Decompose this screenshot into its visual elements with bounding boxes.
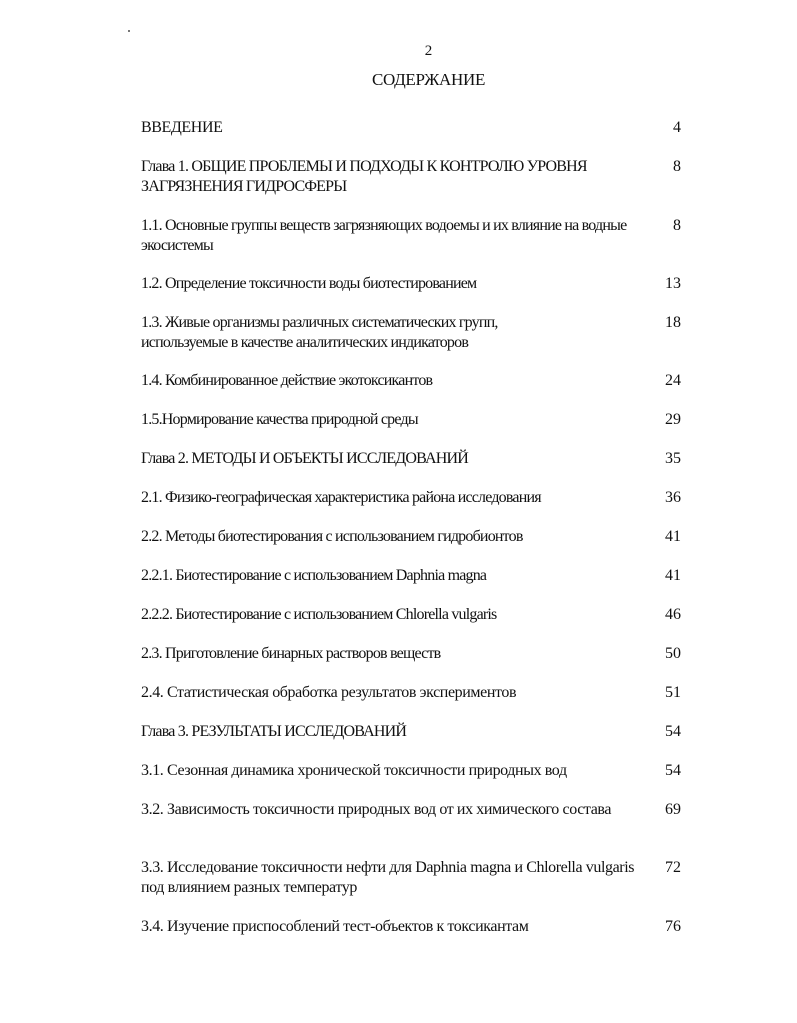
toc-entry-page: 51: [665, 684, 681, 701]
scan-speck: [128, 30, 130, 32]
toc-entry-title: 1.2. Определение токсичности воды биотестированием: [141, 275, 477, 292]
page-title: СОДЕРЖАНИЕ: [371, 70, 486, 89]
toc-entry-3-4: [141, 917, 681, 937]
toc-entry-page: 41: [665, 567, 681, 584]
toc-entry-2-2: [141, 527, 681, 547]
toc-entry-page: 8: [673, 217, 681, 234]
toc-entry-chapter-2: [141, 449, 681, 469]
toc-entry-title: 2.3. Приготовление бинарных растворов веществ: [141, 645, 441, 662]
toc-entry-title: 3.1. Сезонная динамика хронической токсичности природных вод: [141, 762, 567, 779]
toc-entry-title: 1.5.Нормирование качества природной среды: [141, 411, 418, 428]
toc-entry-title: 1.1. Основные группы веществ загрязняющих водоемы и их влияние на водные экосистемы: [141, 217, 627, 254]
toc-entry-1-2: [141, 274, 681, 294]
toc-entry-page: 35: [665, 450, 681, 467]
toc-entry-page: 13: [665, 275, 681, 292]
toc-entry-title: 2.2. Методы биотестирования с использованием гидробионтов: [141, 528, 523, 545]
toc-entry-title: 3.4. Изучение приспособлений тест-объектов к токсикантам: [141, 918, 529, 935]
toc-entry-2-4: [141, 683, 681, 703]
toc-entry-title: 3.3. Исследование токсичности нефти для Daphnia magna и Chlorella vulgaris под влиянием разных температур: [141, 859, 635, 896]
toc-entry-2-2-2: [141, 605, 681, 625]
toc-entry-3-1: [141, 761, 681, 781]
toc-entry-2-3: [141, 644, 681, 664]
toc-entry-title: 3.2. Зависимость токсичности природных вод от их химического состава: [141, 801, 612, 818]
toc-entry-3-3: [141, 858, 681, 898]
toc-entry-1-1: [141, 216, 681, 256]
toc-entry-page: 46: [665, 606, 681, 623]
toc-entry-page: 36: [665, 489, 681, 506]
toc-entry-chapter-3: [141, 722, 681, 742]
toc-entry-introduction: [141, 118, 681, 138]
toc-entry-page: 29: [665, 411, 681, 428]
toc-entry-title: 1.4. Комбинированное действие экотоксикантов: [141, 372, 433, 389]
toc-entry-page: 41: [665, 528, 681, 545]
toc-entry-page: 4: [673, 119, 681, 136]
toc-entry-2-2-1: [141, 566, 681, 586]
toc-entry-title: 2.1. Физико-географическая характеристика района исследования: [141, 489, 541, 506]
page-number: 2: [424, 43, 433, 59]
toc-entry-1-5: [141, 410, 681, 430]
toc-entry-page: 72: [665, 859, 681, 876]
toc-entry-page: 50: [665, 645, 681, 662]
toc-entry-title: ВВЕДЕНИЕ: [141, 119, 223, 136]
toc-entry-title: Глава 2. МЕТОДЫ И ОБЪЕКТЫ ИССЛЕДОВАНИЙ: [141, 450, 468, 467]
toc-entry-title: 2.2.2. Биотестирование с использованием Chlorella vulgaris: [141, 606, 497, 623]
toc-entry-page: 54: [665, 723, 681, 740]
toc-entry-page: 76: [665, 918, 681, 935]
toc-entry-title: 1.3. Живые организмы различных систематических групп, используемые в качестве аналитических индикаторов: [141, 314, 498, 351]
toc-entry-page: 8: [673, 158, 681, 175]
toc-entry-page: 24: [665, 372, 681, 389]
toc-entry-title: 2.2.1. Биотестирование с использованием Daphnia magna: [141, 567, 487, 584]
toc-entry-2-1: [141, 488, 681, 508]
toc-entry-title: 2.4. Статистическая обработка результатов экспериментов: [141, 684, 517, 701]
toc-entry-1-4: [141, 371, 681, 391]
toc-entry-3-2: [141, 800, 681, 820]
toc-entry-1-3: [141, 313, 681, 353]
toc-entry-chapter-1: [141, 157, 681, 197]
toc-entry-title: Глава 3. РЕЗУЛЬТАТЫ ИССЛЕДОВАНИЙ: [141, 723, 407, 740]
toc-entry-title: Глава 1. ОБЩИЕ ПРОБЛЕМЫ И ПОДХОДЫ К КОНТРОЛЮ УРОВНЯ ЗАГРЯЗНЕНИЯ ГИДРОСФЕРЫ: [141, 158, 587, 195]
toc-entry-page: 18: [665, 314, 681, 331]
toc-entry-page: 54: [665, 762, 681, 779]
toc-entry-page: 69: [665, 801, 681, 818]
